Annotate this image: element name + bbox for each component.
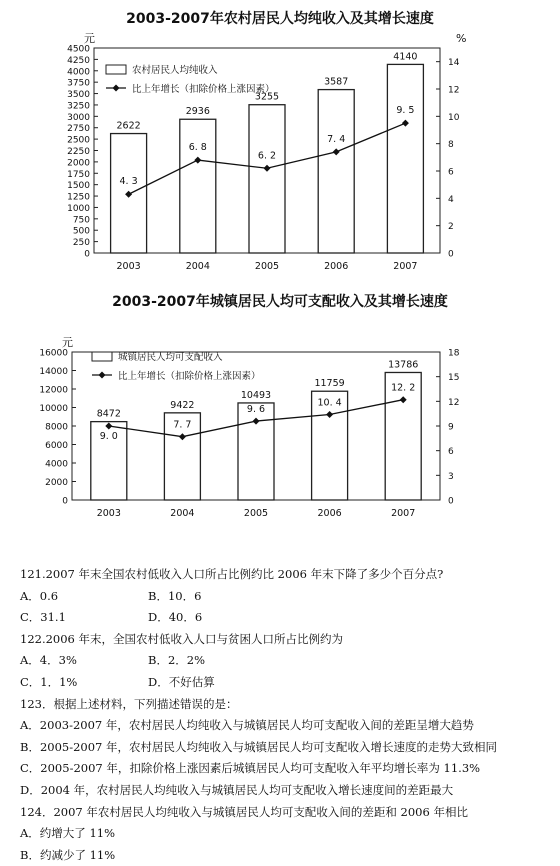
q121-option-d[interactable]: D．40．6	[148, 610, 203, 625]
chart1-bar-value-label: 4140	[393, 51, 418, 63]
chart1-left-tick-label: 0	[84, 249, 90, 260]
q122-options-row1	[20, 650, 560, 672]
chart2-legend-bar-swatch	[92, 352, 112, 361]
chart2-bar-value-label: 11759	[314, 378, 345, 390]
q122-stem: 122.2006 年末，全国农村低收入人口与贫困人口所占比例约为	[20, 631, 344, 646]
q121-option-c[interactable]: C．31.1	[20, 610, 66, 625]
chart2-bar-value-label: 13786	[388, 359, 419, 371]
chart2-left-tick-label: 0	[62, 496, 68, 507]
chart1-growth-value-label: 6. 8	[188, 142, 207, 154]
chart2-bar	[238, 403, 274, 500]
chart2-right-tick-label: 12	[448, 397, 460, 408]
chart1-left-tick-label: 2750	[67, 124, 90, 135]
chart1-x-tick-label: 2006	[324, 261, 349, 272]
chart1-left-tick-label: 1250	[67, 192, 90, 203]
chart2-left-tick-label: 12000	[39, 385, 68, 396]
chart2-bar-value-label: 9422	[170, 399, 195, 411]
q123-option-d[interactable]: D．2004 年，农村居民人均纯收入与城镇居民人均可支配收入增长速度间的差距最大	[20, 782, 454, 797]
chart1-left-tick-label: 1500	[67, 181, 90, 192]
chart1-growth-value-label: 6. 2	[257, 150, 277, 162]
q123-option-b[interactable]: B．2005-2007 年，农村居民人均纯收入与城镇居民人均可支配收入增长速度的走势大致相同	[20, 739, 498, 754]
chart1-left-tick-label: 3000	[67, 112, 90, 123]
q124-option-b[interactable]: B．约减少了 11%	[20, 847, 116, 862]
chart1-left-tick-label: 2250	[67, 147, 90, 157]
chart2-growth-value-label: 9. 0	[99, 431, 118, 442]
chart1-x-tick-label: 2004	[185, 261, 210, 272]
chart1-bar	[318, 90, 354, 253]
q122-option-a[interactable]: A．4．3%	[20, 653, 77, 668]
chart1-bar	[180, 119, 216, 253]
chart1-bar-value-label: 3255	[254, 91, 280, 103]
chart2-bar-value-label: 10493	[240, 389, 272, 401]
chart2-right-tick-label: 6	[448, 447, 454, 458]
chart1-right-tick-label: 14	[448, 58, 460, 69]
q121-option-b[interactable]: B．10．6	[148, 588, 202, 603]
chart2-right-tick-label: 9	[448, 422, 454, 433]
chart1-growth-value-label: 4. 3	[119, 176, 138, 188]
chart2-left-tick-label: 4000	[45, 459, 68, 470]
chart1-bar	[387, 64, 423, 253]
chart2-right-tick-label: 15	[448, 373, 460, 384]
chart-rural-income	[0, 28, 560, 308]
q122-options-row2	[20, 672, 560, 694]
chart2-title: 2003-2007年城镇居民人均可支配收入及其增长速度	[112, 294, 448, 310]
chart1-left-tick-label: 500	[72, 226, 90, 237]
chart2-legend-line-label: 比上年增长（扣除价格上涨因素）	[118, 371, 261, 382]
chart1-left-axis-unit: 元	[84, 32, 95, 45]
q122-option-c[interactable]: C．1．1%	[20, 674, 78, 689]
chart1-title: 2003-2007年农村居民人均纯收入及其增长速度	[126, 11, 434, 27]
chart1-x-tick-label: 2007	[393, 261, 418, 272]
chart1-left-tick-label: 2000	[67, 158, 90, 169]
chart2-left-tick-label: 14000	[39, 367, 68, 377]
chart1-legend-bar-swatch	[106, 65, 126, 74]
chart1-legend-bar-label: 农村居民人均纯收入	[132, 65, 218, 76]
chart2-left-tick-label: 10000	[39, 404, 68, 414]
chart2-x-tick-label: 2004	[170, 508, 195, 519]
chart2-growth-value-label: 12. 2	[391, 382, 416, 394]
chart2-left-tick-label: 2000	[45, 478, 68, 488]
q121-stem: 121.2007 年末全国农村低收入人口所占比例约比 2006 年末下降了多少个百分点?	[20, 567, 444, 581]
chart1-left-tick-label: 1750	[67, 169, 90, 180]
chart1-left-tick-label: 4000	[67, 67, 90, 78]
chart2-growth-value-label: 10. 4	[317, 397, 342, 409]
chart2-growth-value-label: 9. 6	[246, 404, 266, 416]
chart1-left-tick-label: 250	[72, 238, 90, 249]
chart2-left-tick-label: 6000	[45, 441, 68, 451]
q121-options-row2	[20, 607, 560, 629]
chart2-x-tick-label: 2005	[243, 508, 269, 519]
q122-option-d[interactable]: D．不好估算	[148, 674, 215, 689]
chart1-right-tick-label: 8	[448, 140, 454, 151]
q121-option-a[interactable]: A．0.6	[20, 588, 59, 603]
chart1-left-tick-label: 3750	[67, 78, 90, 89]
chart1-bar	[249, 105, 285, 253]
chart2-left-tick-label: 16000	[39, 348, 68, 359]
chart1-bar-value-label: 3587	[324, 76, 349, 88]
chart2-legend-bar-label: 城镇居民人均可支配收入	[118, 352, 223, 363]
chart2-bar-value-label: 8472	[96, 408, 121, 420]
q122-option-b[interactable]: B．2．2%	[148, 653, 206, 668]
chart1-left-tick-label: 3250	[67, 101, 90, 112]
chart1-left-tick-label: 3500	[67, 90, 90, 101]
chart2-growth-value-label: 7. 7	[173, 419, 192, 431]
chart1-left-tick-label: 750	[72, 215, 90, 226]
chart1-right-axis-unit: %	[456, 32, 467, 45]
chart-urban-income	[0, 310, 560, 560]
chart2-left-tick-label: 8000	[45, 422, 68, 433]
chart1-growth-value-label: 9. 5	[396, 105, 415, 117]
q123-option-a[interactable]: A．2003-2007 年，农村居民人均纯收入与城镇居民人均可支配收入间的差距呈增大趋势	[20, 718, 474, 733]
chart1-growth-value-label: 7. 4	[327, 133, 346, 145]
chart1-left-tick-label: 4500	[67, 44, 90, 55]
q123-option-c[interactable]: C．2005-2007 年，扣除价格上涨因素后城镇居民人均可支配收入年平均增长率为 11.3%	[20, 761, 481, 776]
chart1-bar-value-label: 2622	[116, 120, 141, 132]
chart1-right-tick-label: 10	[448, 112, 460, 123]
chart2-right-tick-label: 0	[448, 496, 454, 507]
chart1-right-tick-label: 4	[448, 194, 454, 205]
q123-stem: 123．根据上述材料，下列描述错误的是：	[20, 696, 238, 711]
chart2-right-tick-label: 3	[448, 471, 454, 482]
q124-option-a[interactable]: A．约增大了 11%	[20, 826, 116, 841]
q121-options-row1	[20, 586, 560, 608]
chart1-left-tick-label: 4250	[67, 55, 90, 66]
q124-stem: 124．2007 年农村居民人均纯收入与城镇居民人均可支配收入间的差距和 2006 年相比	[20, 804, 468, 819]
chart1-right-tick-label: 12	[448, 85, 460, 96]
chart1-legend-line-label: 比上年增长（扣除价格上涨因素）	[132, 84, 275, 95]
chart2-x-tick-label: 2003	[96, 508, 121, 519]
chart2-right-tick-label: 18	[448, 348, 460, 359]
chart1-x-tick-label: 2003	[116, 261, 141, 272]
chart2-legend-line-marker	[99, 372, 106, 379]
chart1-x-tick-label: 2005	[254, 261, 280, 272]
chart1-right-tick-label: 0	[448, 249, 454, 260]
questions-section	[20, 564, 560, 866]
chart1-right-tick-label: 2	[448, 222, 454, 233]
chart1-right-tick-label: 6	[448, 167, 454, 178]
chart2-x-tick-label: 2006	[317, 508, 342, 519]
chart1-left-tick-label: 1000	[67, 203, 90, 214]
chart1-bar-value-label: 2936	[185, 106, 210, 118]
chart1-legend-line-marker	[113, 85, 120, 92]
chart1-left-tick-label: 2500	[67, 135, 90, 146]
chart2-x-tick-label: 2007	[391, 508, 416, 519]
chart2-left-axis-unit: 元	[62, 336, 73, 349]
